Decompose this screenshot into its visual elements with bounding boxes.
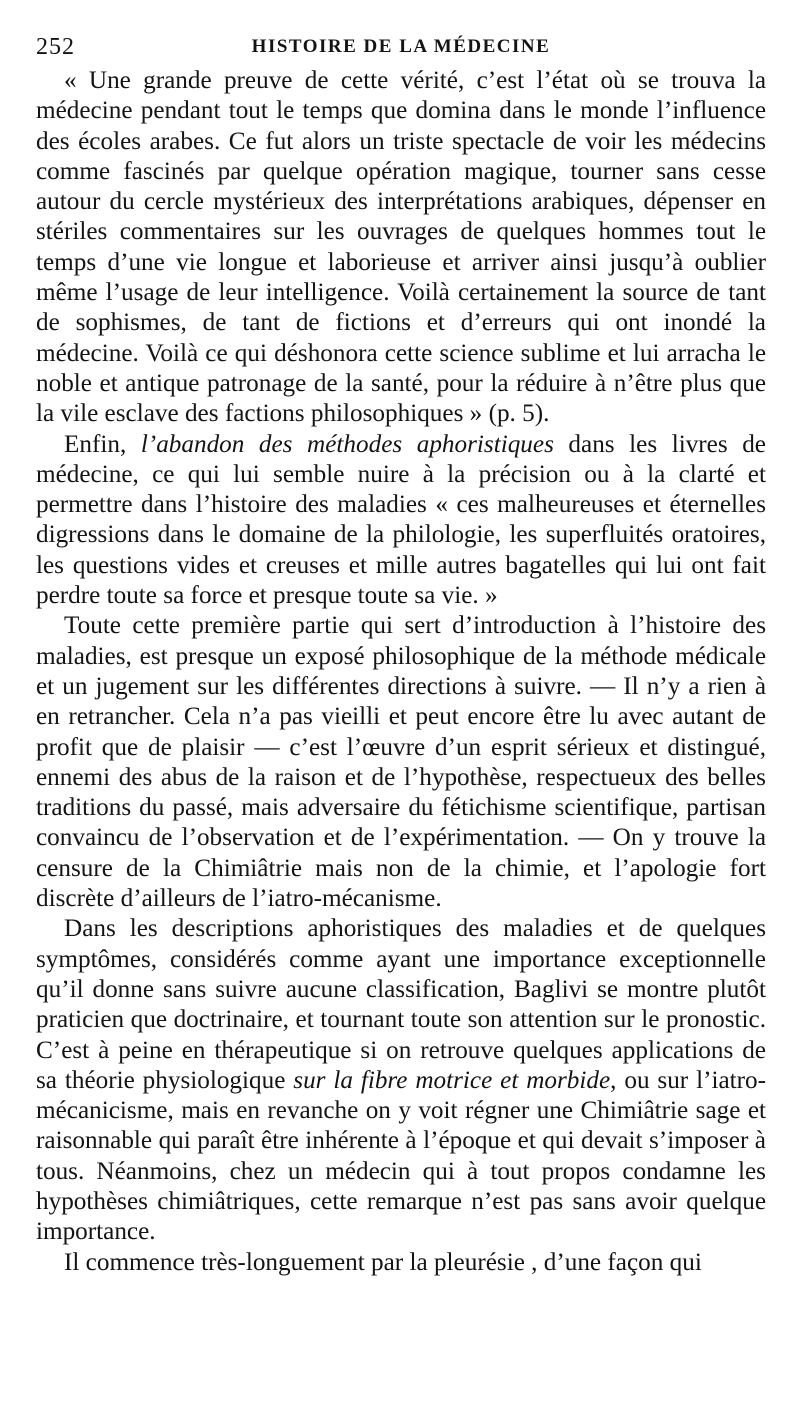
- page-number: 252: [36, 34, 75, 60]
- paragraph-2: [36, 430, 766, 612]
- body-text: [36, 66, 766, 1278]
- book-page: [36, 28, 766, 1398]
- paragraph-1-text: « Une grande preuve de cette vérité, c’est l’état où se trouva la médecine pendant tout le temps que domina dans le monde l’influence des écoles arabes. Ce fut alors un triste spectacle de voir les médecins comme fascinés par quelque opération magique, tourner sans cesse autour du cercle mystérieux des interprétations arabiques, dépenser en stériles commentaires sur les ouvrages de quelques hommes tout le temps d’une vie longue et laborieuse et arriver ainsi jusqu’à oublier même l’usage de leur intelligence. Voilà certainement la source de tant de sophismes, de tant de fictions et d’erreurs qui ont inondé la médecine. Voilà ce qui déshonora cette science sublime et lui arracha le noble et antique patronage de la santé, pour la réduire à n’être plus que la vile esclave des factions philosophiques » (p. 5).: [36, 67, 766, 428]
- paragraph-5: [36, 1248, 766, 1278]
- running-head: HISTOIRE DE LA MÉDECINE: [251, 36, 551, 57]
- paragraph-4-rest: , ou sur l’iatro-mécanicisme, mais en revanche on y voit régner une Chimiâtrie sage et raisonnable qui paraît être inhérente à l’époque et qui devait s’imposer à tous. Néanmoins, chez un médecin qui à tout propos condamne les hypothèses chimiâtriques, cette remarque n’est pas sans avoir quelque importance.: [36, 1066, 767, 1246]
- paragraph-4-lead: Dans les descriptions aphoristiques des maladies et de quelques symptômes, considérés comme ayant une importance exceptionnelle qu’il donne sans suivre aucune classification, Baglivi se montre plutôt praticien que doctrinaire, et tournant toute son attention sur le pronostic. C’est à peine en thérapeutique si on retrouve quelques applications de sa théorie physiologique: [36, 915, 766, 1094]
- page-header: [36, 28, 766, 66]
- paragraph-2-rest: dans les livres de médecine, ce qui lui semble nuire à la précision ou à la clarté et permettre dans l’histoire des maladies « ces malheureuses et éternelles digressions dans le domaine de la philologie, les superfluités oratoires, les questions vides et creuses et mille autres bagatelles qui lui ont fait perdre toute sa force et presque toute sa vie. »: [36, 430, 766, 610]
- paragraph-2-lead: Enfin,: [64, 430, 141, 458]
- paragraph-4-italic: sur la fibre motrice et morbide: [293, 1066, 611, 1094]
- paragraph-2-italic: l’abandon des méthodes aphoristiques: [140, 430, 554, 458]
- paragraph-3-text: Toute cette première partie qui sert d’introduction à l’histoire des maladies, est presque un exposé philosophique de la méthode médicale et un jugement sur les différentes directions à suivre. — Il n’y a rien à en retrancher. Cela n’a pas vieilli et peut encore être lu avec autant de profit que de plaisir — c’est l’œuvre d’un esprit sérieux et distingué, ennemi des abus de la raison et de l’hypothèse, respectueux des belles traditions du passé, mais adversaire du fétichisme scientifique, partisan convaincu de l’observation et de l’expérimentation. — On y trouve la censure de la Chimiâtrie mais non de la chimie, et l’apologie fort discrète d’ailleurs de l’iatro-mécanisme.: [36, 612, 766, 913]
- paragraph-1: [36, 66, 766, 430]
- paragraph-4: [36, 914, 766, 1247]
- paragraph-5-text: Il commence très-longuement par la pleurésie , d’une façon qui: [64, 1248, 702, 1276]
- paragraph-3: [36, 611, 766, 914]
